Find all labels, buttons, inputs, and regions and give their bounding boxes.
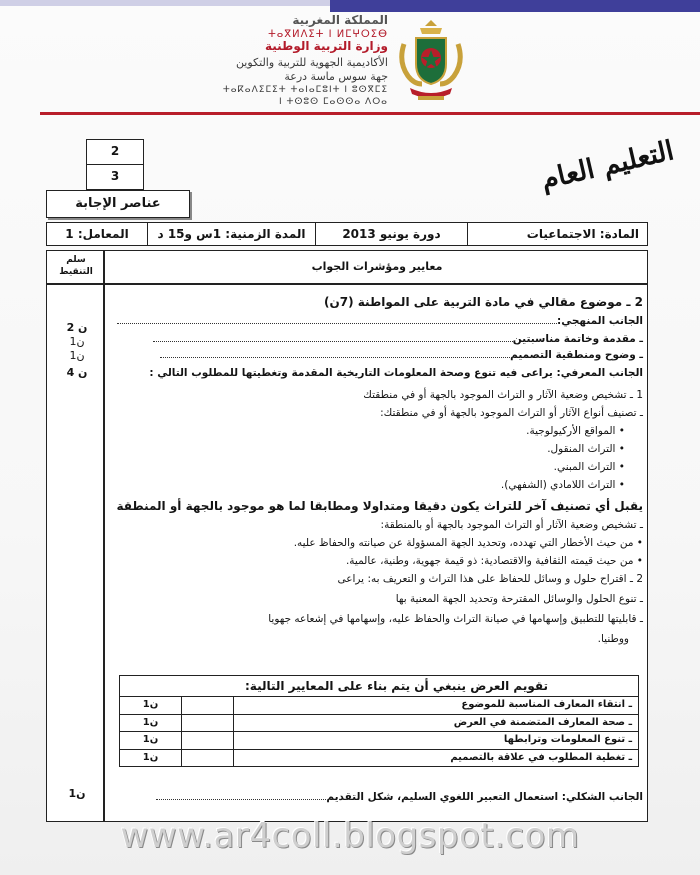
ministry-title: وزارة التربية الوطنية: [264, 39, 388, 53]
bullet-item: • التراث المنقول.: [547, 443, 625, 455]
point-2b: ـ قابليتها للتطبيق وإسهامها في صيانة التراث والحفاظ عليه، وإسهامها في إشعاعه جهويا: [268, 613, 643, 625]
bullet-item: • التراث اللامادي (الشفهي).: [500, 479, 625, 491]
point-1: 1 ـ تشخيص وضعية الآثار و التراث الموجود بالجهة أو في منطقتك: [363, 389, 643, 401]
kingdom-tifinagh: ⵜⴰⴳⵍⴷⵉⵜ ⵏ ⵍⵎⵖⵔⵉⴱ: [268, 29, 388, 40]
diagnosis-heading: ـ تشخيص وضعية الآثار أو التراث الموجود بالجهة أو بالمنطقة:: [380, 519, 643, 531]
grade-value: 1ن: [69, 349, 85, 362]
grade-value: 1ن: [69, 335, 85, 348]
evaluation-title: تقويم العرض ينبغي أن يتم بناء على المعايير التالية:: [245, 679, 548, 693]
evaluation-label: ـ تغطية المطلوب في علاقة بالتصميم: [450, 751, 632, 763]
track-stamp: التعليم العام: [538, 135, 677, 196]
criterion-text: ـ وضوح ومنطقية التصميم: [510, 349, 643, 361]
acceptance-note: يقبل أي تصنيف آخر للتراث يكون دقيقا ومتداولا ومطابقا لما هو موجود بالجهة أو المنطقة: [116, 499, 643, 513]
evaluation-grade: 1ن: [120, 732, 182, 749]
column-divider: [103, 251, 105, 821]
evaluation-cell: [182, 732, 234, 749]
watermark-url: www.ar4coll.blogspot.com: [120, 816, 580, 856]
academy-title: الأكاديمية الجهوية للتربية والتكوين: [235, 56, 388, 69]
criterion-line: [160, 349, 643, 361]
session: دورة يونيو 2013: [315, 223, 467, 245]
bullet-item: • من حيث الأخطار التي تهدده، وتحديد الجهة المسؤولة عن صيانته والحفاظ عليه.: [293, 537, 643, 549]
methodology-heading: [117, 315, 643, 327]
header-divider: [40, 112, 700, 115]
grade-value: 4 ن: [66, 366, 88, 379]
dotted-line: [117, 323, 557, 324]
evaluation-row: [120, 697, 638, 715]
point-2: 2 ـ اقتراح حلول و وسائل للحفاظ على هذا التراث و التعريف به: يراعى: [337, 573, 643, 585]
dotted-line: [156, 799, 326, 800]
grade-value: 1ن: [68, 787, 86, 800]
coat-of-arms-icon: [396, 14, 466, 106]
dotted-line: [153, 341, 513, 342]
grade-value: 2 ن: [66, 321, 88, 334]
knowledge-heading: الجانب المعرفي: يراعى فيه تنوع وصحة المعلومات التاريخية المقدمة وتغطيتها للمطلوب التالي :: [149, 367, 643, 379]
kingdom-title: المملكة المغربية: [292, 13, 388, 27]
topic-title: 2 ـ موضوع مقالي في مادة التربية على المواطنة (7ن): [324, 295, 643, 309]
bullet-item: • المواقع الأركيولوجية.: [526, 425, 625, 437]
region-title: جهة سوس ماسة درعة: [284, 70, 388, 83]
criterion-text: ـ مقدمة وخاتمة مناسبتين: [512, 333, 643, 345]
evaluation-grade: 1ن: [120, 715, 182, 732]
grading-scale-header: سلم التنقيط: [59, 255, 93, 277]
bullet-item: • من حيث قيمته الثقافية والاقتصادية: ذو قيمة جهوية، وطنية، عالمية.: [345, 555, 643, 567]
header-divider-line: [47, 283, 647, 285]
evaluation-grade: 1ن: [120, 750, 182, 768]
criteria-header: معايير ومؤشرات الجواب: [311, 260, 443, 273]
evaluation-label: ـ انتقاء المعارف المناسبة للموضوع: [461, 699, 632, 710]
methodology-label: الجانب المنهجي:: [557, 315, 643, 327]
criterion-line: [153, 333, 643, 345]
formal-text: الجانب الشكلي: استعمال التعبير اللغوي السليم، شكل التقديم: [326, 791, 643, 803]
formal-criterion: [156, 791, 643, 803]
evaluation-cell: [182, 715, 234, 732]
answer-table: [46, 250, 648, 822]
tifinagh-line-3: ⵏ ⵜⵙⵓⵙ ⵎⴰⵙⵙⴰ ⴷⵔⴰ: [279, 97, 388, 107]
evaluation-table: [120, 696, 638, 766]
answers-label: عناصر الإجابة: [46, 190, 190, 218]
coefficient: المعامل: 1: [65, 227, 129, 241]
point-2a: ـ تنوع الحلول والوسائل المقترحة وتحديد الجهة المعنية بها: [395, 593, 643, 605]
bullet-item: • التراث المبني.: [553, 461, 625, 473]
evaluation-cell: [182, 750, 234, 768]
evaluation-row: [120, 750, 638, 768]
dotted-line: [160, 357, 510, 358]
subject: المادة: الاجتماعيات: [467, 223, 647, 245]
top-band: [330, 0, 700, 12]
page-number-box: 2: [86, 139, 144, 165]
evaluation-label: ـ صحة المعارف المتضمنة في العرض: [453, 716, 632, 728]
point-1a: ـ تصنيف أنواع الآثار أو التراث الموجود بالجهة أو في منطقتك:: [380, 407, 643, 419]
point-2c: ووطنيا.: [597, 633, 629, 645]
duration: المدة الزمنية: 1س و15 د: [147, 223, 315, 245]
evaluation-row: [120, 715, 638, 733]
evaluation-grade: 1ن: [120, 697, 182, 714]
evaluation-label: ـ تنوع المعلومات وترابطها: [503, 734, 632, 745]
evaluation-row: [120, 732, 638, 750]
top-band-light: [0, 0, 330, 6]
evaluation-cell: [182, 697, 234, 714]
evaluation-box: [119, 675, 639, 767]
page-number-box: 3: [86, 164, 144, 190]
tifinagh-line-2: ⵜⴰⴽⴰⴷⵉⵎⵉⵜ ⵜⴰⵏⴰⵎⵓⵏⵜ ⵏ ⵓⵙⴳⵎⵉ: [222, 85, 388, 95]
exam-info-bar: [46, 222, 648, 246]
